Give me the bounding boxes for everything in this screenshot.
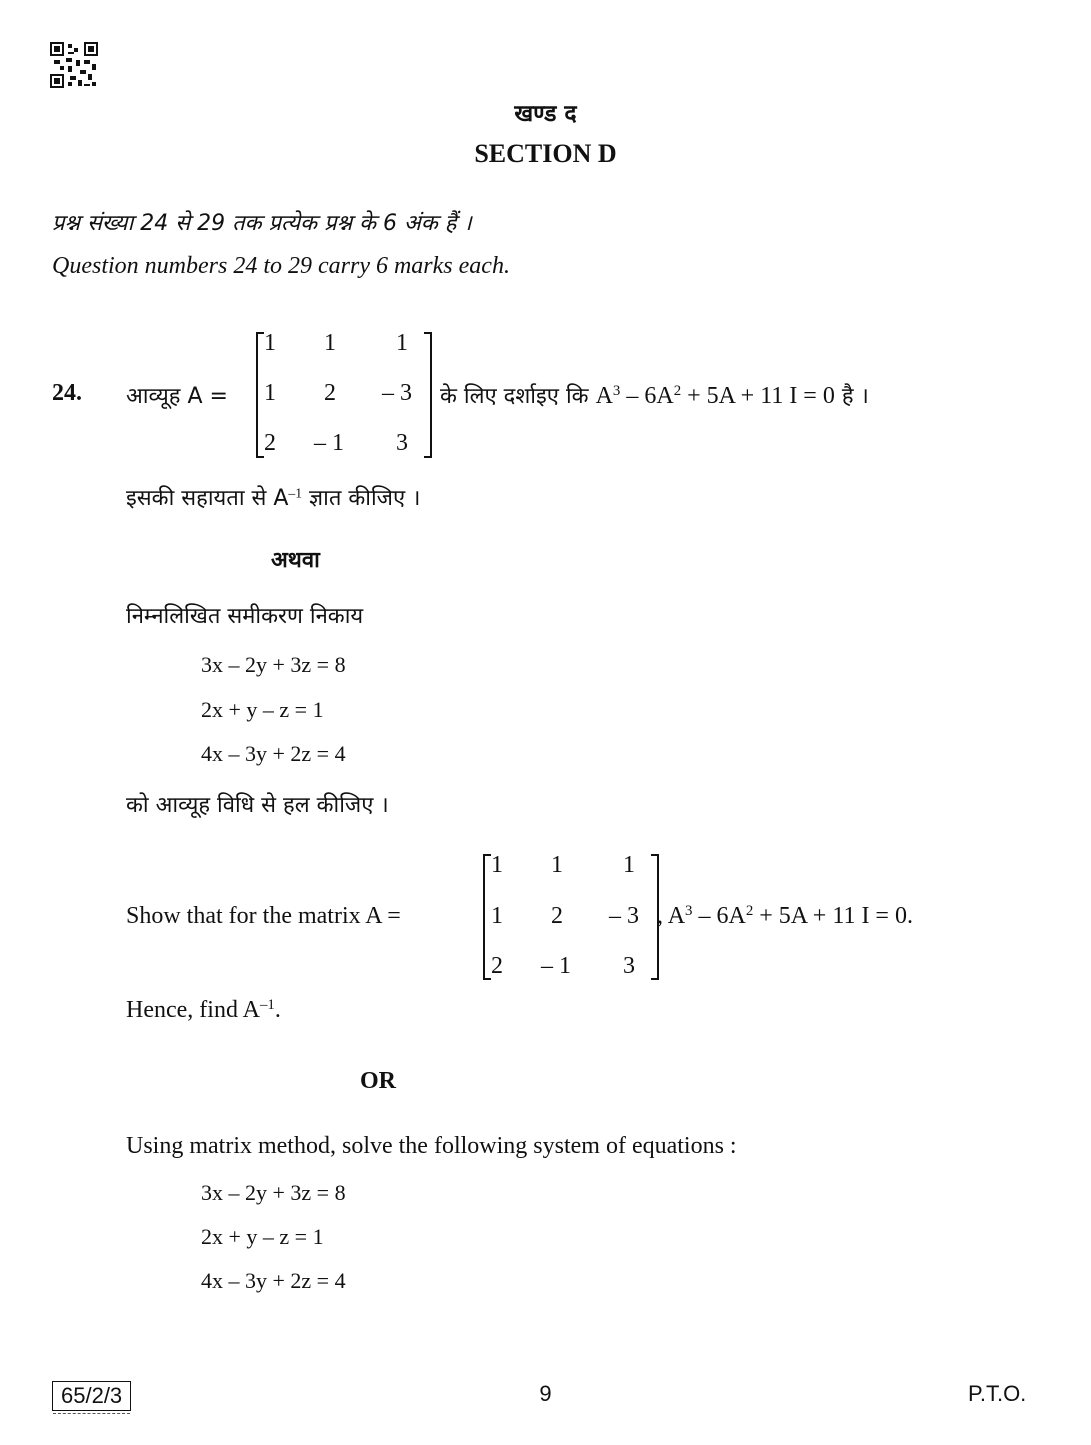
equation-english-1: 3x – 2y + 3z = 8 [201,1180,346,1205]
instruction-english: Question numbers 24 to 29 carry 6 marks each. [52,253,510,279]
matrix-a-hindi [256,332,432,458]
question-hindi-identity [440,380,869,410]
english-hence-line: Hence, find $A^{-1}$. [126,996,281,1023]
page-number: 9 [539,1381,552,1406]
matrix-cell: 2 [491,953,503,979]
matrix-a-english [483,854,659,980]
hindi-system-intro: निम्नलिखित समीकरण निकाय [126,604,364,629]
matrix-cell: 1 [551,852,563,878]
section-title: SECTION D [474,139,617,168]
equation-english-3: 4x – 3y + 2z = 4 [201,1268,346,1293]
section-title-hindi: खण्ड द [514,101,577,127]
matrix-cell: 2 [264,430,276,456]
equation-english-2: 2x + y – z = 1 [201,1224,324,1249]
english-identity-equation: , $A^3 - 6A^2 + 5A + 11$ I = 0. [657,902,913,929]
question-english-prefix: Show that for the matrix A = [126,903,401,929]
matrix-cell: 2 [551,903,563,929]
hindi-hence-line: इसकी सहायता से $A^{-1}$ ज्ञात कीजिए । [126,485,421,511]
qr-code-icon [50,42,98,88]
pto-label: P.T.O. [968,1381,1027,1406]
matrix-cell: 1 [396,330,408,356]
matrix-cell: 1 [491,852,503,878]
instruction-hindi: प्रश्न संख्या 24 से 29 तक प्रत्येक प्रश्न के 6 अंक हैं । [52,211,472,236]
matrix-cell: 3 [396,430,408,456]
or-english: OR [360,1068,396,1094]
equation-hindi-2: 2x + y – z = 1 [201,697,324,722]
hindi-text: के लिए दर्शाइए कि [440,384,589,409]
matrix-cell: – 1 [541,953,571,979]
matrix-cell: 2 [324,380,336,406]
hindi-text-end: है । [841,384,869,409]
question-number: 24. [52,380,82,406]
matrix-cell: 1 [324,330,336,356]
equation-hindi-1: 3x – 2y + 3z = 8 [201,652,346,677]
identity-equation: $A^3 - 6A^2 + 5A + 11$ I = 0 [595,382,835,409]
equation-hindi-3: 4x – 3y + 2z = 4 [201,741,346,766]
hindi-system-outro: को आव्यूह विधि से हल कीजिए । [126,793,389,818]
matrix-cell: 1 [264,380,276,406]
question-hindi-prefix: आव्यूह A = [126,384,228,409]
matrix-cell: – 1 [314,430,344,456]
matrix-cell: – 3 [609,903,639,929]
english-system-intro: Using matrix method, solve the following system of equations : [126,1133,737,1159]
matrix-cell: – 3 [382,380,412,406]
paper-code: 65/2/3 [52,1381,131,1411]
matrix-cell: 3 [623,953,635,979]
matrix-cell: 1 [491,903,503,929]
matrix-cell: 1 [264,330,276,356]
or-hindi: अथवा [271,548,320,573]
matrix-cell: 1 [623,852,635,878]
